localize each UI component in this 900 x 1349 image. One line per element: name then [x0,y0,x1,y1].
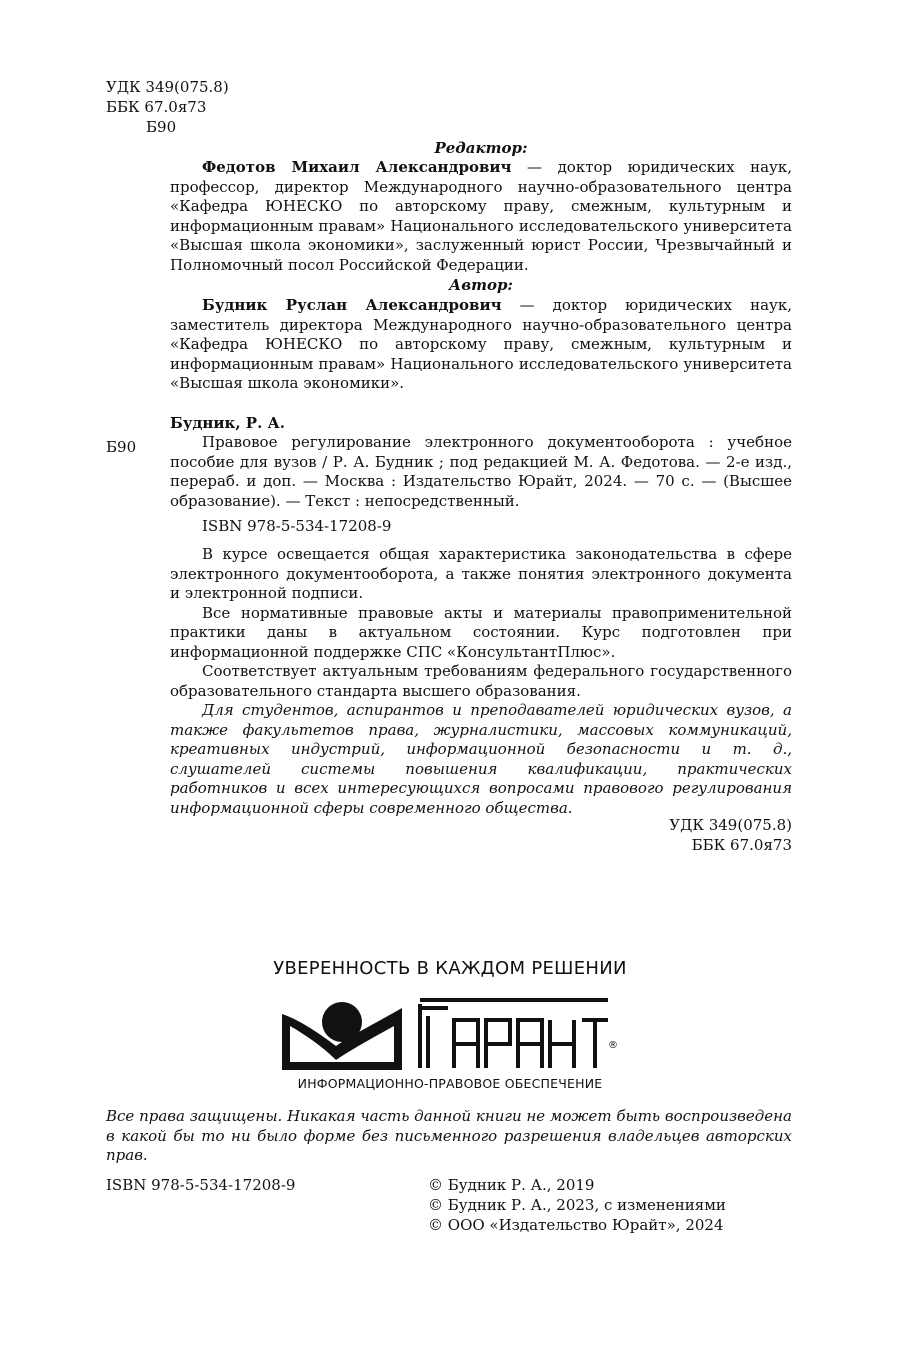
author-name: Будник Руслан Александрович [202,296,502,314]
author-mark: Б90 [146,118,177,136]
catalog-isbn: ISBN 978-5-534-17208-9 [202,517,392,535]
editor-heading: Редактор: [434,139,528,157]
annotation [170,545,792,818]
copyright-1: © Будник Р. А., 2019 [428,1176,595,1194]
editor-name: Федотов Михаил Александрович [202,158,512,176]
editor-block [170,158,792,275]
annotation-p1: В курсе освещается общая характеристика законодательства в сфере электронного документооборота, а также понятия электронного документа и электронной подписи. [170,545,792,602]
copyright-3: © ООО «Издательство Юрайт», 2024 [428,1216,724,1234]
garant-logo [278,996,623,1072]
copyright-2: © Будник Р. А., 2023, с изменениями [428,1196,726,1214]
author-heading: Автор: [449,276,513,294]
author-block [170,296,792,394]
annotation-p3: Соответствует актуальным требованиям федерального государственного образовательного стандарта высшего образования. [170,662,792,700]
footer-udk: УДК 349(075.8) [669,816,792,834]
bottom-isbn: ISBN 978-5-534-17208-9 [106,1176,296,1194]
catalog-description: Правовое регулирование электронного документооборота : учебное пособие для вузов / Р. А. Будник ; под редакцией М. А. Федотова. — 2-е изд., перераб. и доп. — Москва : Издательство Юрайт, 2024. — 70 с. — (Высшее образование). — Текст : непосредственный. [170,433,792,510]
annotation-p4: Для студентов, аспирантов и преподавателей юридических вузов, а также факультетов права, журналистики, массовых коммуникаций, креативных индустрий, информационной безопасности и т. д., слушателей системы повышения квалификации, практических работников и всех интересующихся вопросами правового регулирования информационной сферы современного общества. [170,701,792,817]
catalog-author: Будник, Р. А. [170,414,285,432]
garant-wordmark-icon [420,1000,608,1068]
rights-notice: Все права защищены. Никакая часть данной книги не может быть воспроизведена в какой бы то ни было форме без письменного разрешения владельцев авторских прав. [106,1107,792,1164]
garant-tagline: ИНФОРМАЦИОННО-ПРАВОВОЕ ОБЕСПЕЧЕНИЕ [297,1076,603,1091]
bbk-code: ББК 67.0я73 [106,98,207,116]
footer-bbk: ББК 67.0я73 [691,836,792,854]
author-description: — доктор юридических наук, заместитель директора Международного научно-образовательного центра «Кафедра ЮНЕСКО по авторскому праву, смежным, культурным и информационным правам» Национального исследовательского университета «Высшая школа экономики». [170,296,792,392]
garant-emblem-icon [282,1002,402,1070]
udk-code: УДК 349(075.8) [106,78,229,96]
registered-mark: ® [608,1040,618,1051]
annotation-p2: Все нормативные правовые акты и материалы правоприменительной практики даны в актуальном состоянии. Курс подготовлен при информационной поддержке СПС «КонсультантПлюс». [170,603,792,661]
editor-description: — доктор юридических наук, профессор, директор Международного научно-образовательного центра «Кафедра ЮНЕСКО по авторскому праву, смежным, культурным и информационным правам» Национального исследовательского университета «Высшая школа экономики», заслуженный юрист России, Чрезвычайный и Полномочный посол Российской Федерации. [170,158,792,274]
garant-slogan: УВЕРЕННОСТЬ В КАЖДОМ РЕШЕНИИ [273,958,627,979]
catalog-mark: Б90 [106,438,137,456]
